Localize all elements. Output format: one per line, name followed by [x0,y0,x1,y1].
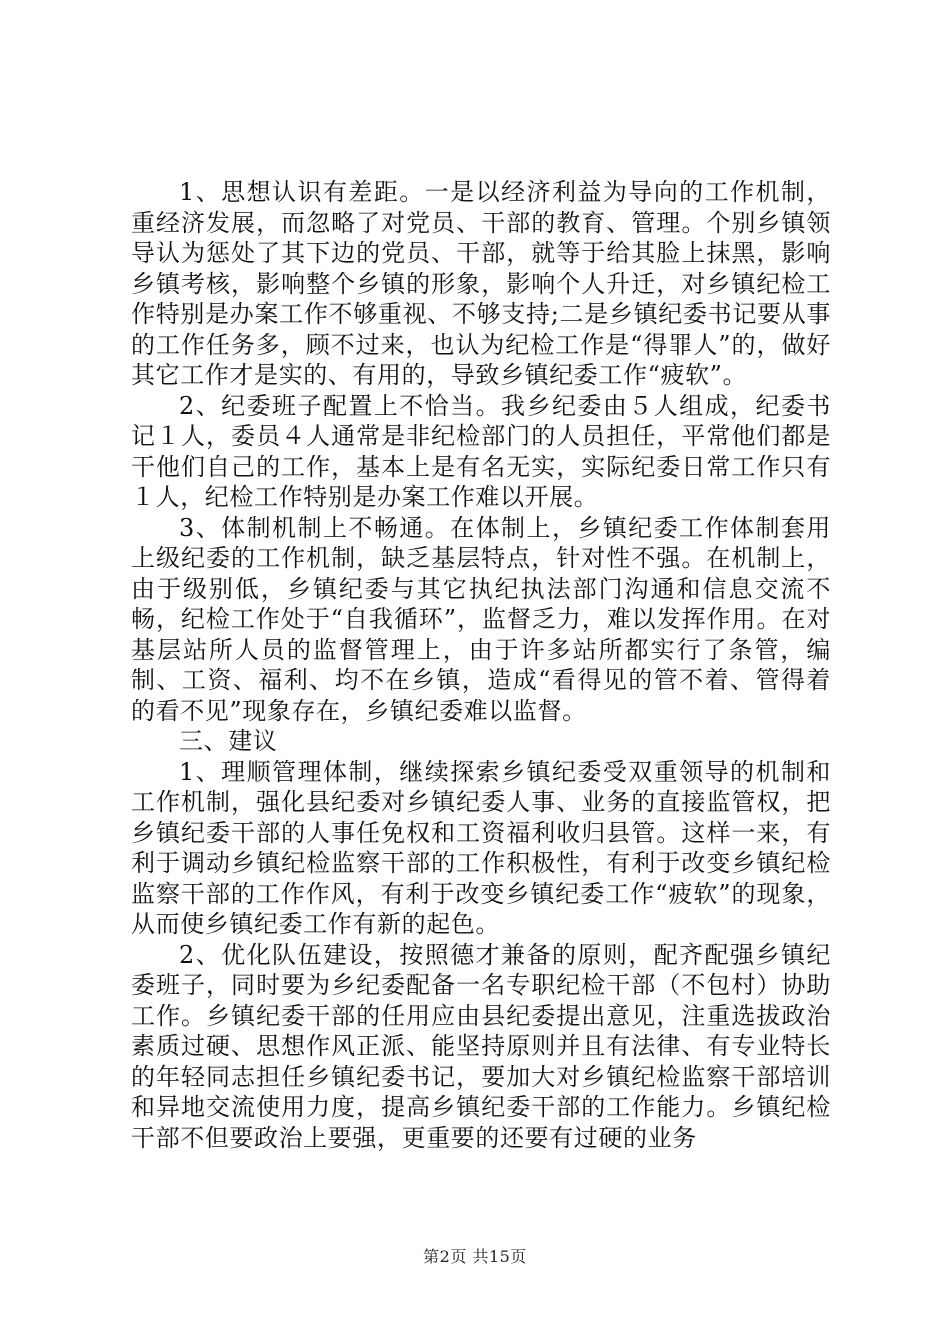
document-body [131,177,831,1153]
paragraph-5: 2、优化队伍建设，按照德才兼备的原则，配齐配强乡镇纪委班子，同时要为乡纪委配备一名专职纪检干部（不包村）协助工作。乡镇纪委干部的任用应由县纪委提出意见，注重选拔政治素质过硬、思想作风正派、能坚持原则并且有法律、有专业特长的年轻同志担任乡镇纪委书记，要加大对乡镇纪检监察干部培训和异地交流使用力度，提高乡镇纪委干部的工作能力。乡镇纪检干部不但要政治上要强，更重要的还要有过硬的业务 [131,940,831,1152]
page-number-footer: 第2页 共15页 [423,1247,527,1266]
paragraph-2: 2、纪委班子配置上不恰当。我乡纪委由５人组成，纪委书记１人，委员４人通常是非纪检部门的人员担任，平常他们都是干他们自己的工作，基本上是有名无实，实际纪委日常工作只有１人，纪检工作特别是办案工作难以开展。 [131,391,831,511]
paragraph-3: 3、体制机制上不畅通。在体制上，乡镇纪委工作体制套用上级纪委的工作机制，缺乏基层特点，针对性不强。在机制上，由于级别低，乡镇纪委与其它执纪执法部门沟通和信息交流不畅，纪检工作处于“自我循环”，监督乏力，难以发挥作用。在对基层站所人员的监督管理上，由于许多站所都实行了条管，编制、工资、福利、均不在乡镇，造成“看得见的管不着、管得着的看不见”现象存在，乡镇纪委难以监督。 [131,513,831,725]
section-heading: 三、建议 [179,727,278,755]
paragraph-1: 1、思想认识有差距。一是以经济利益为导向的工作机制，重经济发展，而忽略了对党员、干部的教育、管理。个别乡镇领导认为惩处了其下边的党员、干部，就等于给其脸上抹黑，影响乡镇考核，影响整个乡镇的形象，影响个人升迁，对乡镇纪检工作特别是办案工作不够重视、不够支持;二是乡镇纪委书记要从事的工作任务多，顾不过来，也认为纪检工作是“得罪人”的，做好其它工作才是实的、有用的，导致乡镇纪委工作“疲软”。 [131,178,831,389]
paragraph-4: 1、理顺管理体制，继续探索乡镇纪委受双重领导的机制和工作机制，强化县纪委对乡镇纪委人事、业务的直接监管权，把乡镇纪委干部的人事任免权和工资福利收归县管。这样一来，有利于调动乡镇纪检监察干部的工作积极性，有利于改变乡镇纪检监察干部的工作作风，有利于改变乡镇纪委工作“疲软”的现象，从而使乡镇纪委工作有新的起色。 [131,757,831,938]
